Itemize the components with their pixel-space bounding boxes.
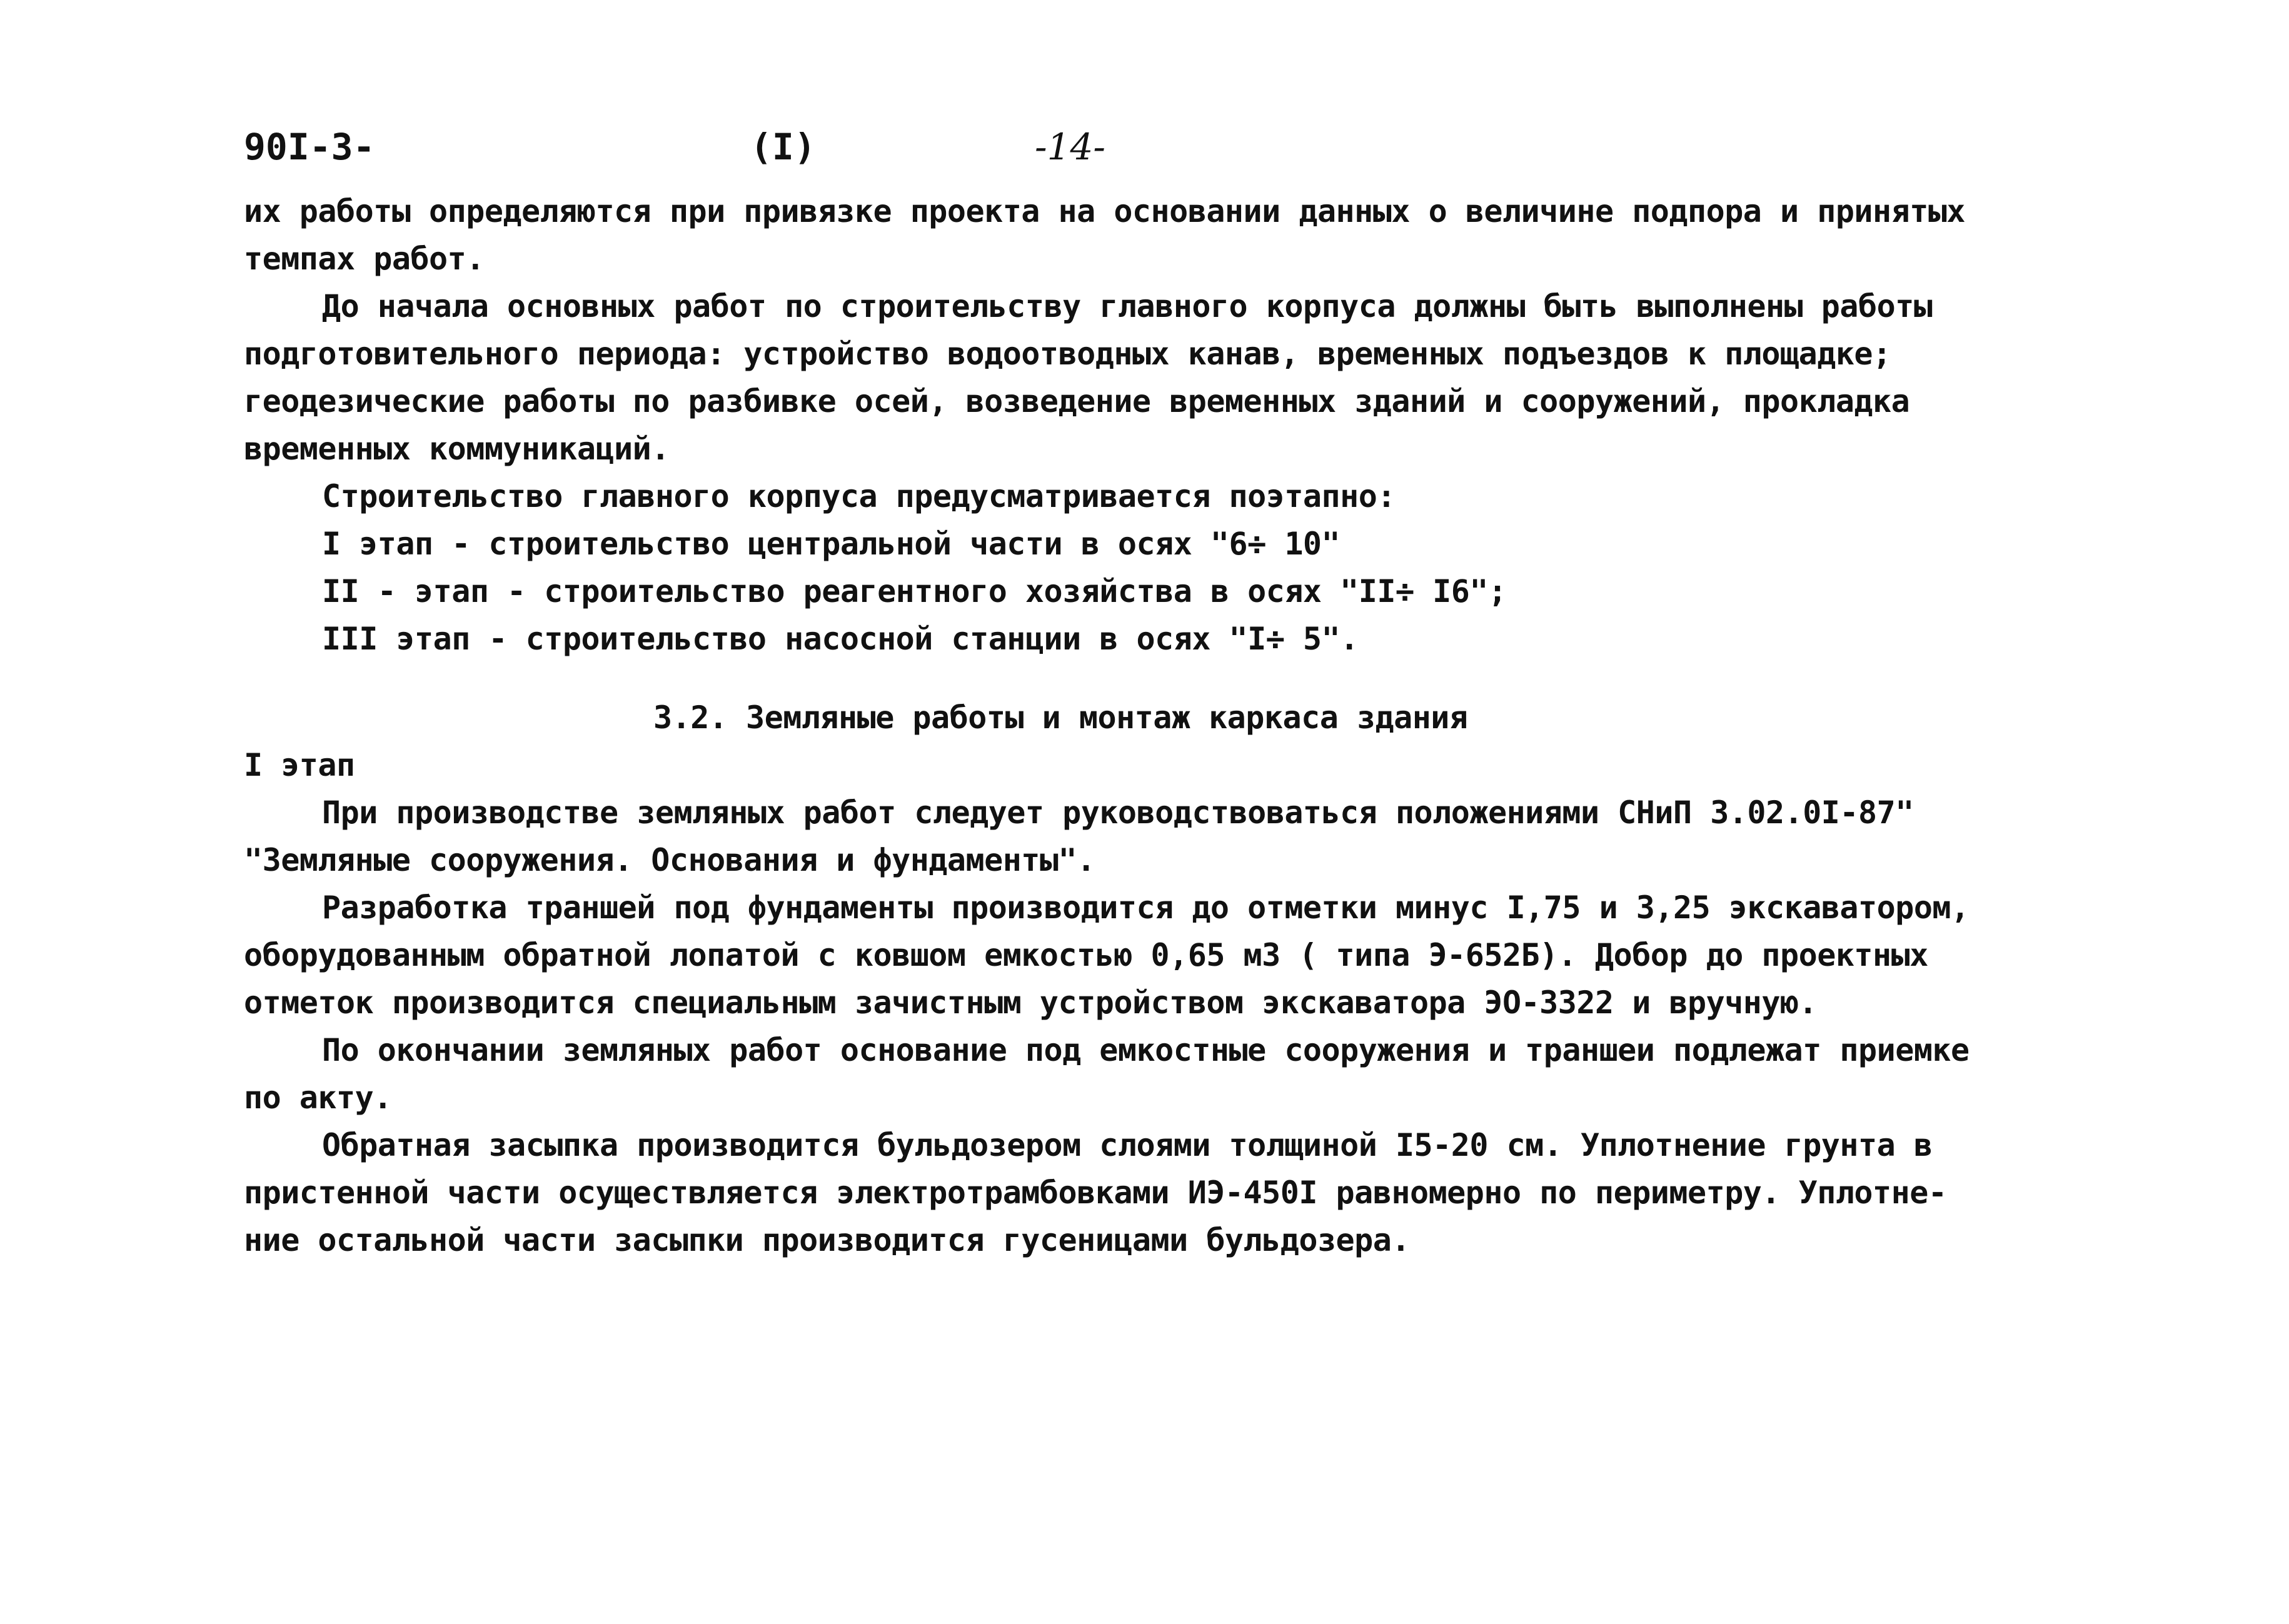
page-header <box>244 119 1182 175</box>
stage-line: II - этап - строительство реагентного хозяйства в осях "II÷ I6"; <box>322 573 1507 609</box>
text-line: ние остальной части засыпки производится гусеницами бульдозера. <box>244 1222 1410 1258</box>
document-body <box>244 188 2076 1264</box>
text-line: пристенной части осуществляется электротрамбовками ИЭ-450I равномерно по периметру. Уплотне- <box>244 1175 1947 1211</box>
text-line: оборудованным обратной лопатой с ковшом емкостью 0,65 м3 ( типа Э-652Б). Добор до проектных <box>244 937 1928 973</box>
volume-number: (I) <box>750 126 816 168</box>
text-line: "Земляные сооружения. Основания и фундаменты". <box>244 842 1095 878</box>
page-number: -14- <box>1035 126 1105 168</box>
text-line: отметок производится специальным зачистным устройством экскаватора ЭО-3322 и вручную. <box>244 985 1818 1021</box>
text-line: их работы определяются при привязке проекта на основании данных о величине подпора и принятых <box>244 193 1966 229</box>
paragraph-line: Строительство главного корпуса предусматривается поэтапно: <box>322 478 1396 514</box>
document-code: 90I-3- <box>244 126 375 168</box>
paragraph-line: При производстве земляных работ следует руководствоваться положениями СНиП 3.02.0I-87" <box>322 794 1914 831</box>
paragraph-line: Обратная засыпка производится бульдозером слоями толщиной I5-20 см. Уплотнение грунта в <box>322 1127 1933 1163</box>
paragraph-line: Разработка траншей под фундаменты производится до отметки минус I,75 и 3,25 экскаватором, <box>322 890 1970 926</box>
paragraph-line: По окончании земляных работ основание под емкостные сооружения и траншеи подлежат приемке <box>322 1032 1970 1068</box>
text-line: геодезические работы по разбивке осей, возведение временных зданий и сооружений, прокладка <box>244 383 1910 419</box>
paragraph-line: До начала основных работ по строительству главного корпуса должны быть выполнены работы <box>322 288 1933 324</box>
stage-heading: I этап <box>244 747 355 783</box>
stage-line: III этап - строительство насосной станции в осях "I÷ 5". <box>322 621 1359 657</box>
text-line: подготовительного периода: устройство водоотводных канав, временных подъездов к площадке; <box>244 336 1891 372</box>
text-line: темпах работ. <box>244 241 485 277</box>
section-title: 3.2. Земляные работы и монтаж каркаса здания <box>653 699 1468 736</box>
text-line: временных коммуникаций. <box>244 431 670 467</box>
text-line: по акту. <box>244 1080 392 1116</box>
stage-line: I этап - строительство центральной части в осях "6÷ 10" <box>322 526 1341 562</box>
